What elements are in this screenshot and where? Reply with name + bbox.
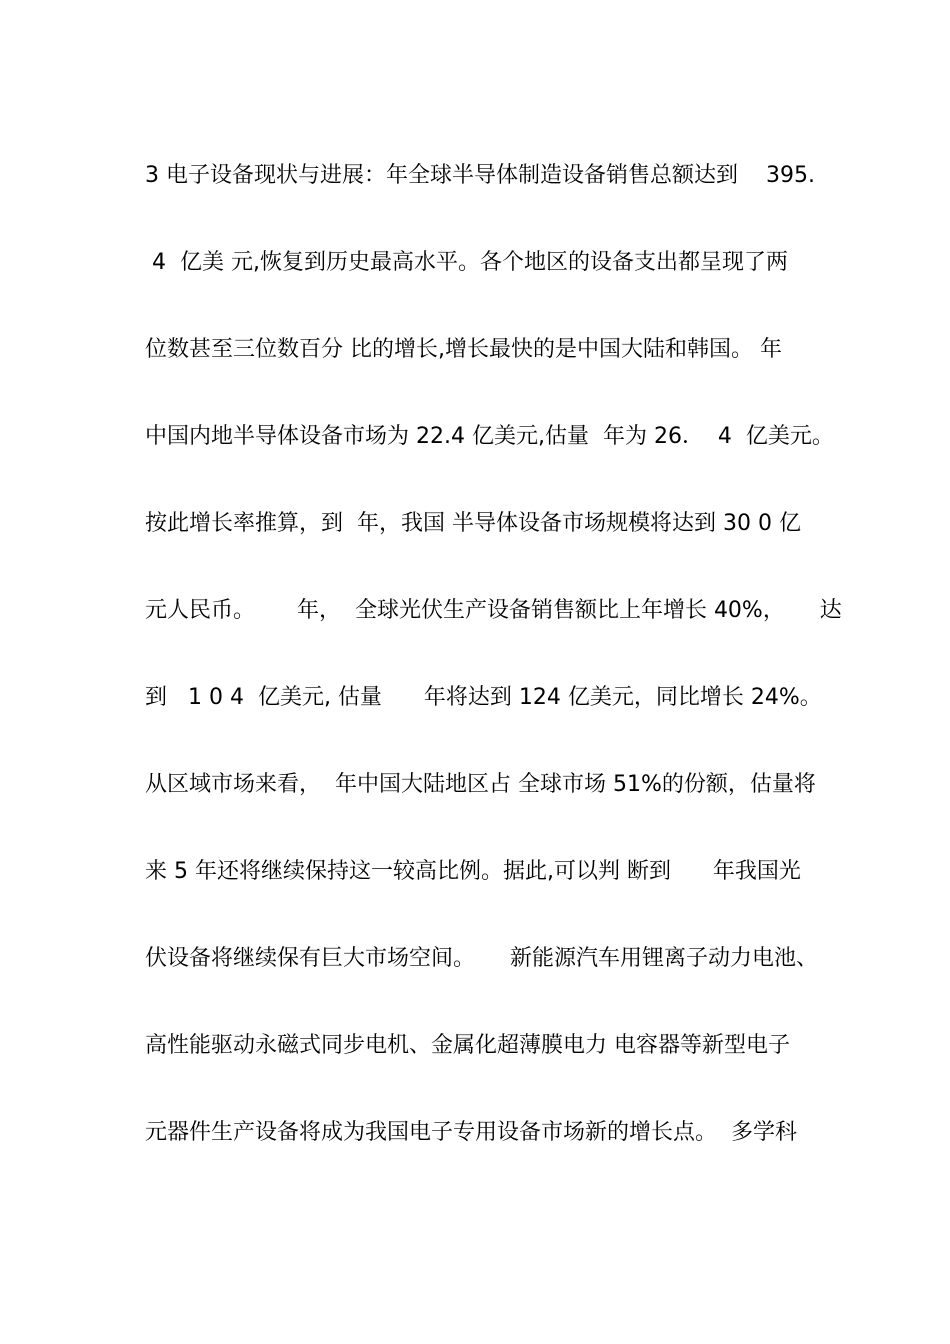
paragraph-line: 从区域市场来看， 年中国大陆地区占 全球市场 51%的份额，估量将 (145, 772, 816, 797)
paragraph-line: 来 5 年还将继续保持这一较高比例。据此,可以判 断到 年我国光 (145, 859, 801, 884)
paragraph-line: 3 电子设备现状与进展：年全球半导体制造设备销售总额达到 395. (145, 163, 815, 188)
paragraph-line: 中国内地半导体设备市场为 22.4 亿美元,估量 年为 26． 4 亿美元。 (145, 424, 834, 449)
paragraph-line: 4 亿美 元,恢复到历史最高水平。各个地区的设备支出都呈现了两 (145, 250, 788, 275)
paragraph-line: 元器件生产设备将成为我国电子专用设备市场新的增长点。 多学科 (145, 1120, 797, 1145)
paragraph-line: 到 1 0 4 亿美元, 估量 年将达到 124 亿美元，同比增长 24%。 (145, 685, 822, 710)
paragraph-line: 元人民币。 年， 全球光伏生产设备销售额比上年增长 40%， 达 (145, 598, 842, 623)
paragraph-line: 高性能驱动永磁式同步电机、金属化超薄膜电力 电容器等新型电子 (145, 1033, 790, 1058)
paragraph-line: 伏设备将继续保有巨大市场空间。 新能源汽车用锂离子动力电池、 (145, 946, 818, 971)
paragraph-line: 位数甚至三位数百分 比的增长,增长最快的是中国大陆和韩国。 年 (145, 337, 782, 362)
paragraph-line: 按此增长率推算，到 年，我国 半导体设备市场规模将达到 30 0 亿 (145, 511, 801, 536)
